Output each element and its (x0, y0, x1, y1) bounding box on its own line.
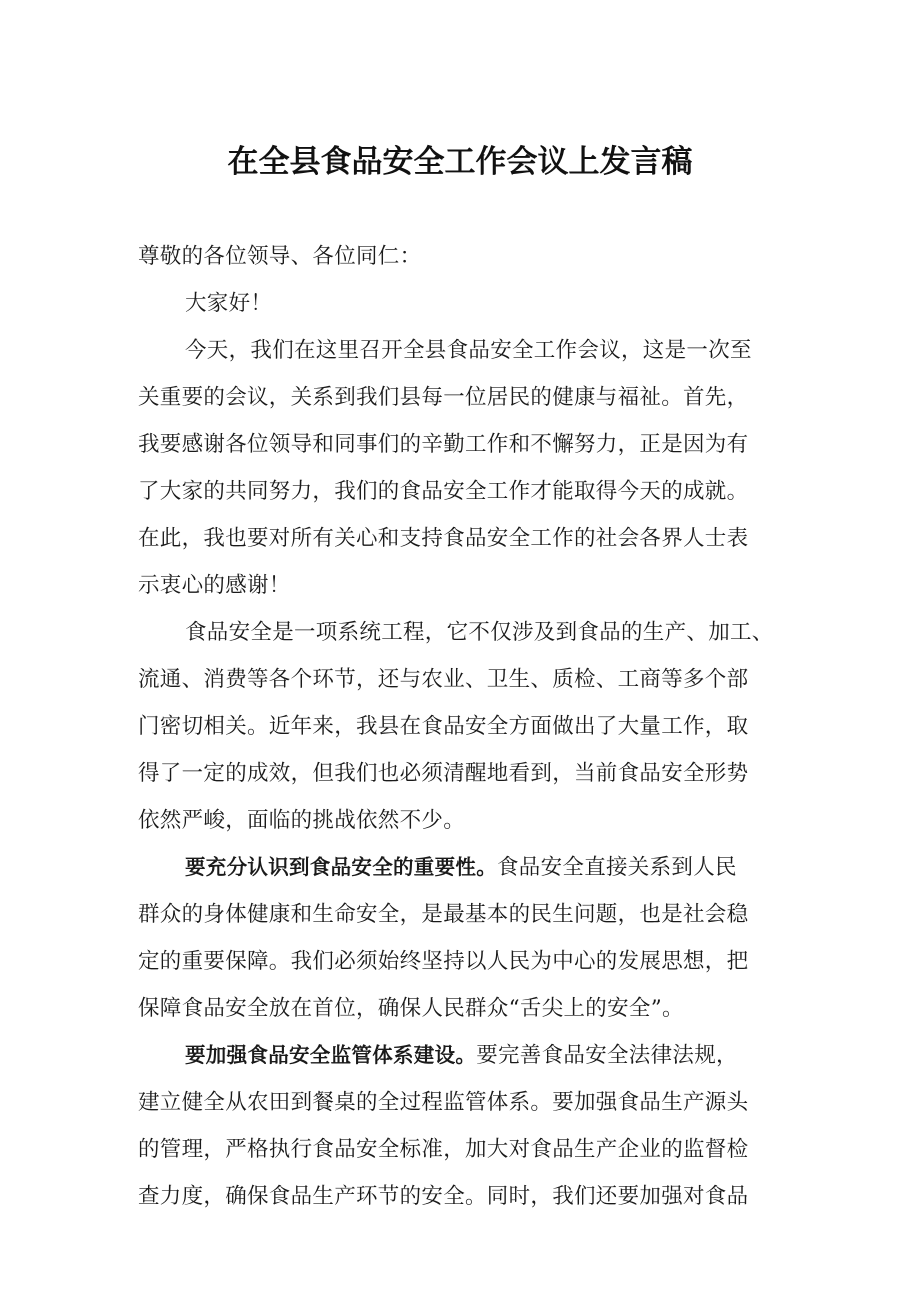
document-title: 在全县食品安全工作会议上发言稿 (227, 144, 693, 180)
greeting: 大家好！ (185, 291, 273, 316)
paragraph-line (138, 1032, 798, 1079)
paragraph-line: 示衷心的感谢！ (138, 573, 291, 598)
document-body (138, 233, 798, 1220)
paragraph-line: 群众的身体健康和生命安全，是最基本的民生问题，也是社会稳 (138, 902, 749, 927)
paragraph-line: 关重要的会议，关系到我们县每一位居民的健康与福祉。首先， (138, 385, 749, 410)
section-heading-supervision: 要加强食品安全监管体系建设。 (185, 1043, 477, 1067)
paragraph-importance (138, 844, 798, 1032)
paragraph-line: 依然严峻，面临的挑战依然不少。 (138, 808, 466, 833)
paragraph-line: 在此，我也要对所有关心和支持食品安全工作的社会各界人士表 (138, 526, 749, 551)
paragraph-line (138, 844, 798, 891)
paragraph-text: 食品安全直接关系到人民 (497, 855, 737, 880)
paragraph-line: 保障食品安全放在首位，确保人民群众“舌尖上的安全”。 (138, 996, 684, 1021)
paragraph-line: 流通、消费等各个环节，还与农业、卫生、质检、工商等多个部 (138, 667, 749, 692)
paragraph-opening (138, 327, 798, 609)
paragraph-line: 门密切相关。近年来，我县在食品安全方面做出了大量工作，取 (138, 714, 749, 739)
paragraph-line: 了大家的共同努力，我们的食品安全工作才能取得今天的成就。 (138, 479, 749, 504)
paragraph-line: 我要感谢各位领导和同事们的辛勤工作和不懈努力，正是因为有 (138, 432, 749, 457)
paragraph-line: 定的重要保障。我们必须始终坚持以人民为中心的发展思想，把 (138, 949, 749, 974)
paragraph-line: 今天，我们在这里召开全县食品安全工作会议，这是一次至 (185, 338, 752, 363)
paragraph-line: 食品安全是一项系统工程，它不仅涉及到食品的生产、加工、 (185, 620, 774, 645)
section-heading-importance: 要充分认识到食品安全的重要性。 (185, 855, 497, 879)
salutation: 尊敬的各位领导、各位同仁： (138, 244, 422, 269)
paragraph-line: 的管理，严格执行食品安全标准，加大对食品生产企业的监督检 (138, 1137, 749, 1162)
paragraph-supervision (138, 1032, 798, 1220)
paragraph-system (138, 609, 798, 844)
paragraph-line: 建立健全从农田到餐桌的全过程监管体系。要加强食品生产源头 (138, 1090, 749, 1115)
paragraph-line: 得了一定的成效，但我们也必须清醒地看到，当前食品安全形势 (138, 761, 749, 786)
paragraph-line: 查力度，确保食品生产环节的安全。同时，我们还要加强对食品 (138, 1184, 749, 1209)
paragraph-text: 要完善食品安全法律法规， (476, 1043, 738, 1068)
